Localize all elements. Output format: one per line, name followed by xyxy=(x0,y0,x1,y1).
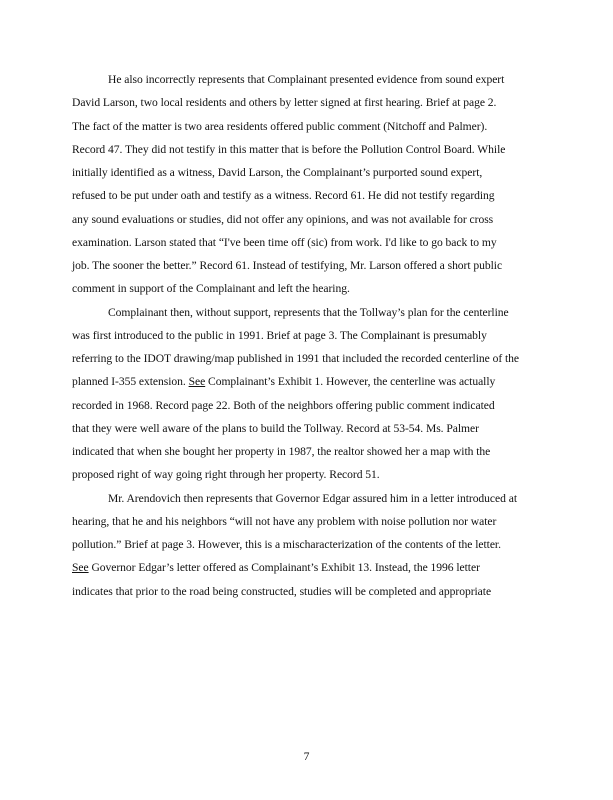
text-line: proposed right of way going right through her property. Record 51. xyxy=(72,468,380,482)
document-body xyxy=(72,68,552,603)
see-citation-signal: See xyxy=(72,561,89,575)
paragraph-edgar-letter xyxy=(72,487,552,603)
text-line: The fact of the matter is two area residents offered public comment (Nitchoff and Palmer). xyxy=(72,119,488,133)
text-line: David Larson, two local residents and others by letter signed at first hearing. Brief at page 2. xyxy=(72,96,497,110)
text-line: initially identified as a witness, David Larson, the Complainant’s purported sound expert, xyxy=(72,166,483,179)
text-line: indicated that when she bought her property in 1987, the realtor showed her a map with the xyxy=(72,445,491,458)
page-number: 7 xyxy=(303,750,310,763)
text-line: Mr. Arendovich then represents that Governor Edgar assured him in a letter introduced at xyxy=(108,491,517,505)
text-line: referring to the IDOT drawing/map published in 1991 that included the recorded centerline of the xyxy=(72,352,519,365)
text-line: was first introduced to the public in 1991. Brief at page 3. The Complainant is presumably xyxy=(72,328,487,342)
text-line: Complainant then, without support, represents that the Tollway’s plan for the centerline xyxy=(108,305,509,319)
text-line: hearing, that he and his neighbors “will not have any problem with noise pollution nor water xyxy=(72,514,497,528)
text-line xyxy=(72,556,552,579)
text-line: any sound evaluations or studies, did not offer any opinions, and was not available for cross xyxy=(72,212,494,226)
text-segment: planned I-355 extension. xyxy=(72,375,189,389)
text-line: He also incorrectly represents that Complainant presented evidence from sound expert xyxy=(108,73,505,86)
text-line: pollution.” Brief at page 3. However, this is a mischaracterization of the contents of the letter. xyxy=(72,538,501,551)
text-line xyxy=(72,370,552,393)
text-line: comment in support of the Complainant and left the hearing. xyxy=(72,282,350,296)
text-line: that they were well aware of the plans to build the Tollway. Record at 53-54. Ms. Palmer xyxy=(72,421,479,435)
text-line: indicates that prior to the road being constructed, studies will be completed and appropriate xyxy=(72,584,492,598)
text-segment: Governor Edgar’s letter offered as Complainant’s Exhibit 13. Instead, the 1996 letter xyxy=(88,561,480,575)
paragraph-centerline xyxy=(72,301,552,487)
text-line: refused to be put under oath and testify as a witness. Record 61. He did not testify regarding xyxy=(72,189,495,203)
see-citation-signal: See xyxy=(188,375,206,389)
text-line: examination. Larson stated that “I've been time off (sic) from work. I'd like to go back to my xyxy=(72,235,497,249)
text-segment: Complainant’s Exhibit 1. However, the centerline was actually xyxy=(205,375,496,389)
paragraph-larson xyxy=(72,68,552,301)
text-line: recorded in 1968. Record page 22. Both of the neighbors offering public comment indicated xyxy=(72,398,495,412)
text-line: job. The sooner the better.” Record 61. Instead of testifying, Mr. Larson offered a short public xyxy=(72,259,503,272)
text-line: Record 47. They did not testify in this matter that is before the Pollution Control Board. While xyxy=(72,142,506,156)
